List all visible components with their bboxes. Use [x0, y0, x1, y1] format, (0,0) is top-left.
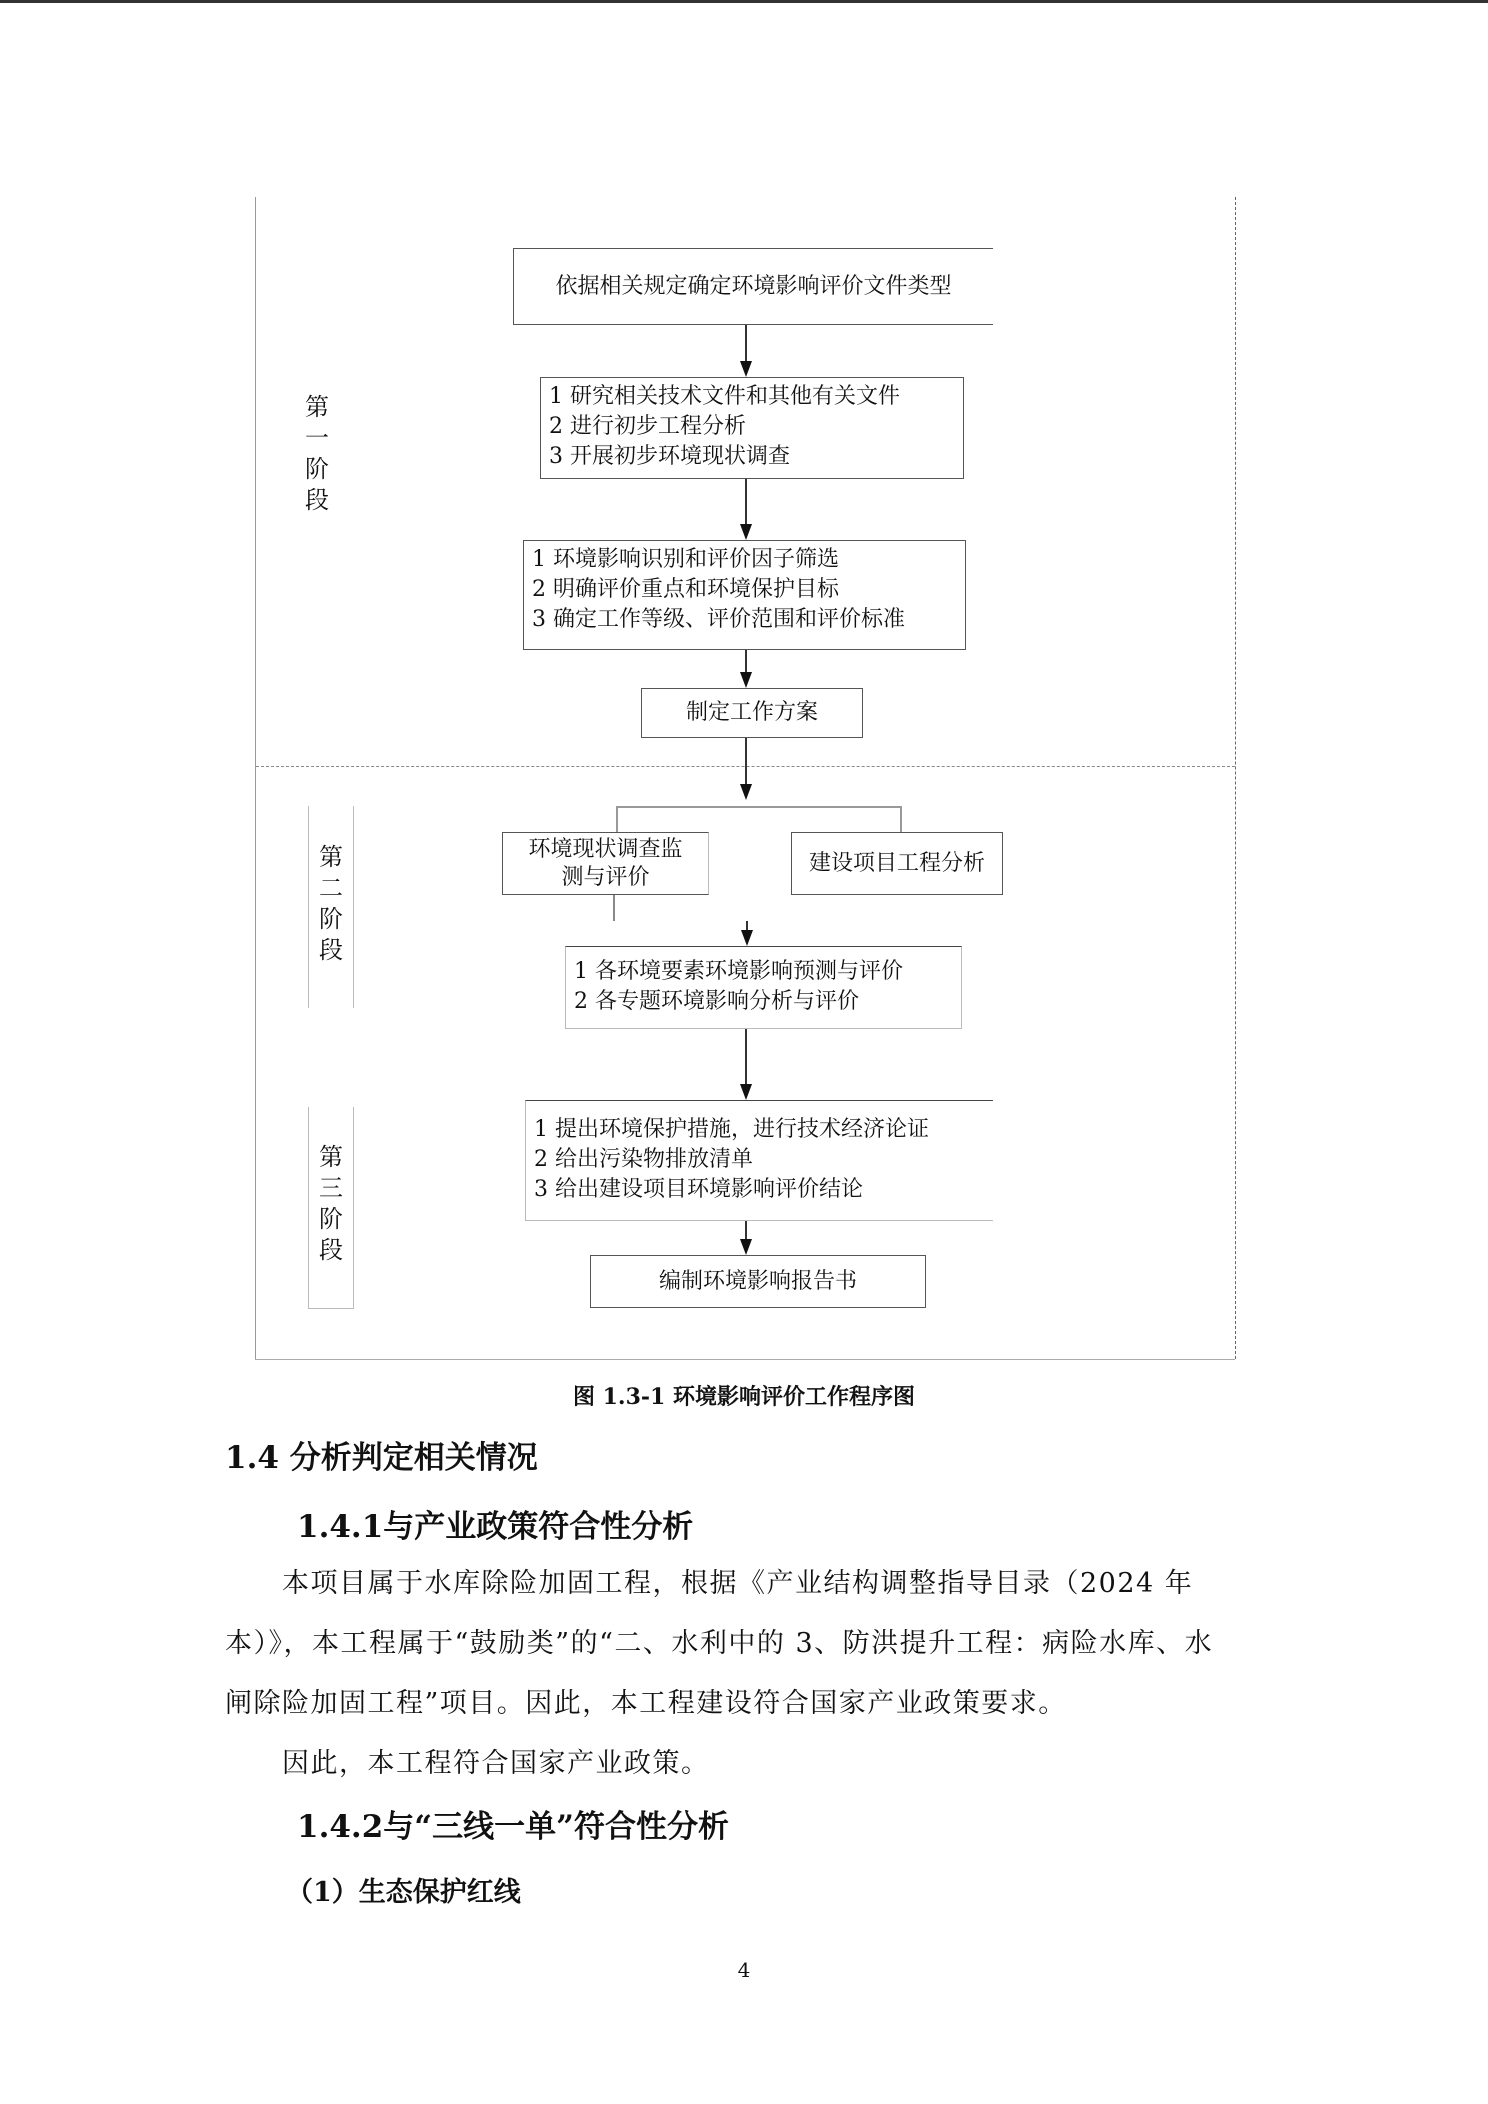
box-line: 1 提出环境保护措施，进行技术经济论证	[534, 1117, 929, 1142]
stage2-char: 段	[319, 936, 343, 964]
box-line: 1 研究相关技术文件和其他有关文件	[549, 384, 900, 409]
split-connector	[616, 806, 618, 832]
box-report	[590, 1255, 926, 1308]
box-determine-type	[513, 248, 993, 325]
frame-right-border	[1235, 197, 1236, 1359]
heading-1-4-2: 1.4.2与“三线一单”符合性分析	[297, 1809, 729, 1845]
box-project-analysis	[791, 832, 1003, 895]
paragraph-conclusion: 因此，本工程符合国家产业政策。	[282, 1748, 710, 1779]
stage3-label	[316, 1142, 346, 1266]
box-baseline-survey	[502, 832, 709, 895]
heading-eco-redline: （1）生态保护红线	[286, 1877, 521, 1908]
connector	[745, 479, 747, 524]
box-scoping-steps	[523, 540, 966, 650]
box-line: 1 环境影响识别和评价因子筛选	[532, 547, 839, 572]
heading-1-4-1: 1.4.1与产业政策符合性分析	[297, 1509, 694, 1545]
figure-caption: 图 1.3-1 环境影响评价工作程序图	[572, 1384, 916, 1410]
box-prediction-steps	[565, 946, 962, 1029]
connector	[745, 1221, 747, 1239]
box-line: 2 明确评价重点和环境保护目标	[532, 577, 839, 602]
paragraph-policy	[225, 1554, 1270, 1794]
page-number: 4	[737, 1958, 751, 1982]
stage2-char: 二	[319, 874, 343, 902]
connector	[745, 650, 747, 672]
frame-bottom-border	[255, 1359, 1235, 1360]
arrow-down-icon	[740, 672, 752, 688]
box-prep-steps	[540, 377, 964, 479]
box-line: 2 给出污染物排放清单	[534, 1147, 753, 1172]
paragraph-line: 本）》，本工程属于“鼓励类”的“二、水利中的 3、防洪提升工程：病险水库、水	[225, 1628, 1214, 1659]
stage2-char: 第	[319, 843, 343, 871]
connector	[745, 1029, 747, 1084]
split-connector	[616, 806, 901, 808]
connector	[613, 895, 615, 921]
stage1-char: 第	[305, 393, 329, 421]
stage3-char: 阶	[319, 1205, 343, 1233]
box-line: 1 各环境要素环境影响预测与评价	[574, 959, 903, 984]
paragraph-line: 闸除险加固工程”项目。因此，本工程建设符合国家产业政策要求。	[225, 1688, 1067, 1719]
box-text: 建设项目工程分析	[808, 850, 985, 876]
connector	[745, 738, 747, 784]
frame-left-border	[255, 197, 256, 1359]
paragraph-line: 本项目属于水库除险加固工程，根据《产业结构调整指导目录（2024 年	[282, 1568, 1194, 1599]
stage3-char: 段	[319, 1236, 343, 1264]
box-line: 3 开展初步环境现状调查	[549, 444, 790, 469]
box-text: 依据相关规定确定环境影响评价文件类型	[555, 273, 952, 299]
box-line: 3 确定工作等级、评价范围和评价标准	[532, 607, 905, 632]
arrow-down-icon	[741, 930, 753, 946]
page-top-border	[0, 0, 1488, 3]
box-text: 编制环境影响报告书	[658, 1268, 857, 1294]
stage1-char: 一	[305, 424, 329, 452]
arrow-down-icon	[740, 1084, 752, 1100]
box-work-plan	[641, 688, 863, 738]
connector	[745, 325, 747, 363]
stage1-char: 段	[305, 486, 329, 514]
stage2-label	[316, 842, 346, 966]
box-line: 测与评价	[561, 864, 650, 890]
arrow-down-icon	[740, 784, 752, 800]
arrow-down-icon	[740, 361, 752, 377]
box-line: 2 各专题环境影响分析与评价	[574, 989, 859, 1014]
stage3-char: 三	[319, 1174, 343, 1202]
arrow-down-icon	[740, 1239, 752, 1255]
heading-1-4: 1.4 分析判定相关情况	[225, 1440, 538, 1476]
box-conclusion-steps	[525, 1100, 993, 1221]
box-line: 2 进行初步工程分析	[549, 414, 746, 439]
box-line: 3 给出建设项目环境影响评价结论	[534, 1177, 863, 1202]
arrow-down-icon	[740, 524, 752, 540]
box-text: 制定工作方案	[685, 700, 818, 725]
stage1-char: 阶	[305, 455, 329, 483]
box-line: 环境现状调查监	[528, 836, 683, 862]
stage3-char: 第	[319, 1143, 343, 1171]
split-connector	[900, 806, 902, 832]
stage2-char: 阶	[319, 905, 343, 933]
stage1-label	[302, 392, 332, 516]
